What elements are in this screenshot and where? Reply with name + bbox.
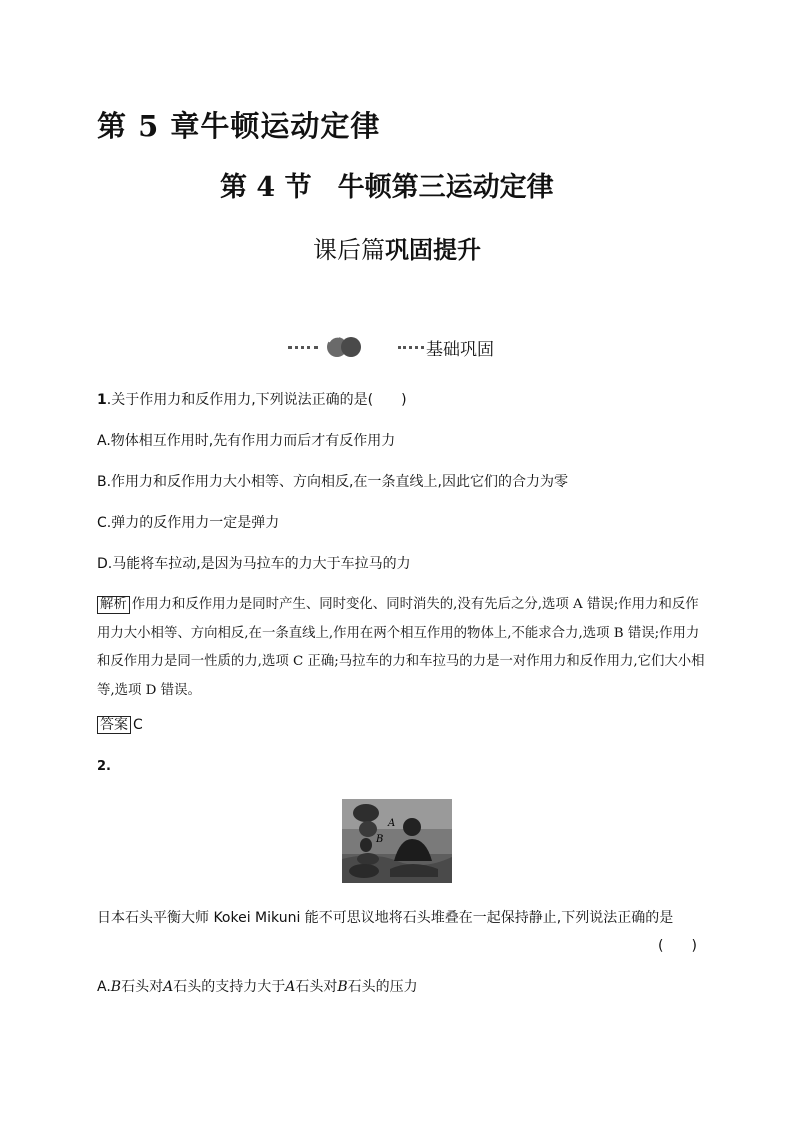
question-1-text: .关于作用力和反作用力,下列说法正确的是( ) (106, 392, 407, 408)
question-1-answer (97, 716, 143, 734)
answer-tag: 答案 (97, 716, 131, 734)
dotted-line-right (398, 346, 424, 349)
section-name: 牛顿第三运动定律 (337, 172, 554, 203)
double-circle-icon (324, 334, 366, 360)
chapter-title: 第 5 章牛顿运动定律 (97, 109, 381, 143)
subtitle (313, 230, 481, 265)
label-a: A (388, 818, 396, 829)
section-banner (288, 334, 494, 360)
question-2-paren: ( ) (658, 938, 697, 954)
label-b: B (376, 834, 384, 845)
section-title (220, 165, 554, 204)
subtitle-bold: 巩固提升 (385, 235, 481, 264)
question-2-stem: 日本石头平衡大师 Kokei Mikuni 能不可思议地将石头堆叠在一起保持静止,下列说法正确的是 (97, 910, 674, 926)
question-1-analysis (97, 591, 707, 705)
question-1-stem (97, 389, 407, 409)
dotted-line-left (288, 346, 318, 349)
subtitle-normal: 课后篇 (313, 236, 385, 264)
question-1-number: 1 (97, 392, 107, 408)
question-1-option-b: B.作用力和反作用力大小相等、方向相反,在一条直线上,因此它们的合力为零 (97, 474, 568, 490)
banner-label: 基础巩固 (426, 339, 494, 360)
stone-balance-photo (342, 799, 452, 883)
question-2-option-a: A.B石头对A石头的支持力大于A石头对B石头的压力 (97, 979, 418, 995)
analysis-text: 作用力和反作用力是同时产生、同时变化、同时消失的,没有先后之分,选项 A 错误;作用力和反作用力大小相等、方向相反,在一条直线上,作用在两个相互作用的物体上,不能求合力,选项 B 错误;作用力和反作用力是同一性质的力,选项 C 正确;马拉车的力和车拉马的力是一对作用力和反作用力,它们大小相等,选项 D 错误。 (97, 597, 705, 698)
analysis-tag: 解析 (97, 596, 130, 614)
question-1-option-c: C.弹力的反作用力一定是弹力 (97, 515, 280, 531)
question-1-option-a: A.物体相互作用时,先有作用力而后才有反作用力 (97, 433, 396, 449)
answer-value: C (133, 717, 143, 733)
section-number: 第 4 节 (220, 172, 312, 203)
question-2-number: 2. (97, 759, 111, 774)
question-1-option-d: D.马能将车拉动,是因为马拉车的力大于车拉马的力 (97, 556, 411, 572)
